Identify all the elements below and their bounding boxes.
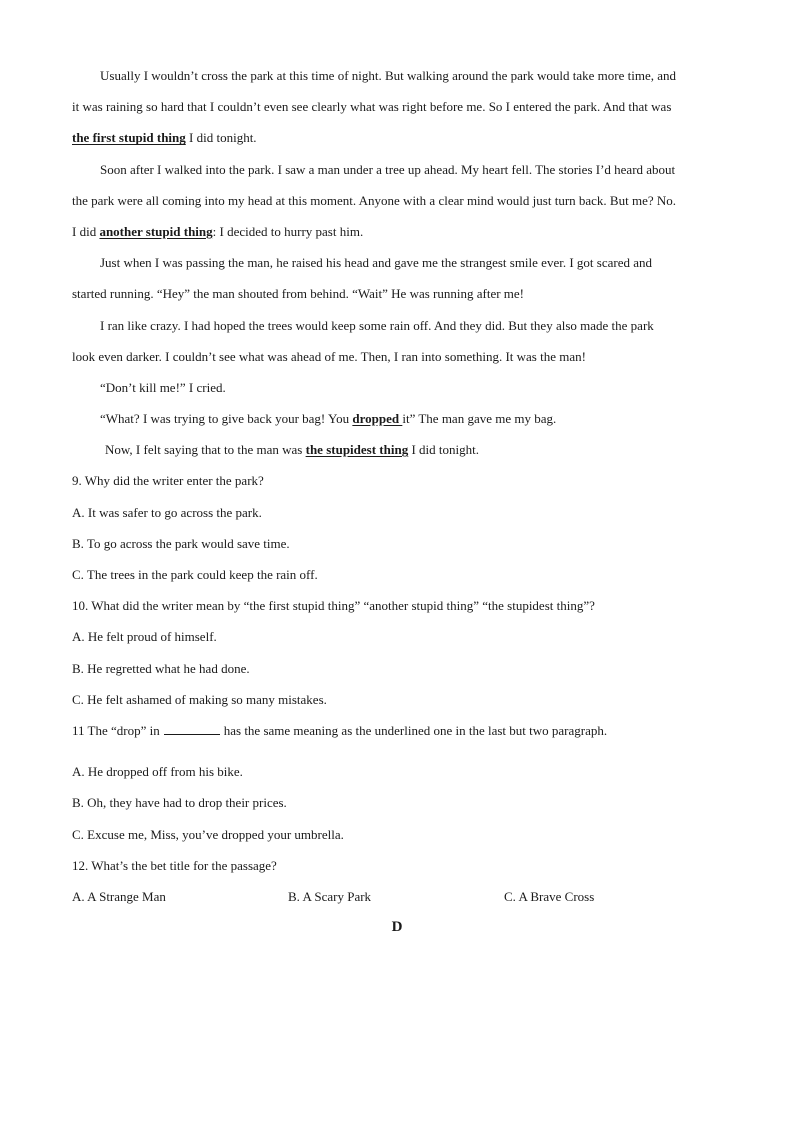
answer-option: A. It was safer to go across the park. (72, 504, 262, 520)
underlined-phrase: the first stupid thing (72, 130, 186, 146)
question-text: has the same meaning as the underlined one in the last but two paragraph. (223, 722, 608, 738)
passage-line: Just when I was passing the man, he raised his head and gave me the strangest smile ever. I got scared and (100, 255, 652, 271)
answer-option: C. A Brave Cross (504, 888, 595, 904)
spacer (72, 748, 727, 758)
passage-line: Usually I wouldn’t cross the park at this time of night. But walking around the park would take more time, and (100, 68, 676, 83)
question-stem: 12. What’s the bet title for the passage? (72, 857, 277, 873)
passage-line (72, 405, 727, 436)
underlined-phrase: dropped (352, 411, 403, 427)
underlined-phrase: the stupidest thing (305, 442, 409, 458)
answer-options-row (72, 883, 727, 914)
section-heading: D (391, 919, 403, 936)
document-page (72, 62, 727, 945)
passage-text: “What? I was trying to give back your bag! You (100, 411, 353, 427)
passage-line: it was raining so hard that I couldn’t even see clearly what was right before me. So I entered the park. And that was (72, 99, 672, 115)
underlined-phrase: another stupid thing (99, 223, 213, 239)
passage-text: : I decided to hurry past him. (212, 223, 364, 239)
answer-option: A. He dropped off from his bike. (72, 764, 243, 780)
question-stem (72, 717, 727, 748)
passage-text: Now, I felt saying that to the man was (105, 442, 306, 458)
question-text: 11 The “drop” in (72, 722, 160, 738)
passage-text: I did tonight. (185, 130, 257, 146)
answer-option: B. Oh, they have had to drop their prices. (72, 795, 287, 811)
answer-option: B. To go across the park would save time. (72, 535, 290, 551)
answer-option: A. He felt proud of himself. (72, 629, 217, 645)
answer-blank (164, 722, 220, 735)
passage-line: look even darker. I couldn’t see what was ahead of me. Then, I ran into something. It was the man! (72, 348, 586, 364)
passage-line: “Don’t kill me!” I cried. (100, 379, 226, 395)
answer-option: C. Excuse me, Miss, you’ve dropped your umbrella. (72, 826, 344, 842)
answer-option: C. He felt ashamed of making so many mistakes. (72, 691, 327, 707)
passage-text: I did tonight. (408, 442, 479, 458)
answer-option: A. A Strange Man (72, 888, 166, 904)
passage-line (72, 218, 727, 249)
passage-line: started running. “Hey” the man shouted from behind. “Wait” He was running after me! (72, 286, 524, 302)
passage-line (72, 124, 727, 155)
question-stem: 10. What did the writer mean by “the first stupid thing” “another stupid thing” “the stupidest thing”? (72, 598, 595, 614)
answer-option: C. The trees in the park could keep the rain off. (72, 567, 318, 582)
passage-text: I did (72, 223, 100, 239)
answer-option: B. A Scary Park (288, 888, 372, 904)
question-stem: 9. Why did the writer enter the park? (72, 473, 264, 489)
answer-option: B. He regretted what he had done. (72, 660, 250, 676)
passage-text: it” The man gave me my bag. (402, 411, 557, 427)
passage-line: Soon after I walked into the park. I saw a man under a tree up ahead. My heart fell. The stories I’d heard about (100, 161, 676, 177)
passage-line: the park were all coming into my head at this moment. Anyone with a clear mind would just turn back. But me? No. (72, 192, 677, 208)
passage-line (72, 436, 727, 467)
passage-line: I ran like crazy. I had hoped the trees would keep some rain off. And they did. But they also made the park (100, 317, 654, 333)
